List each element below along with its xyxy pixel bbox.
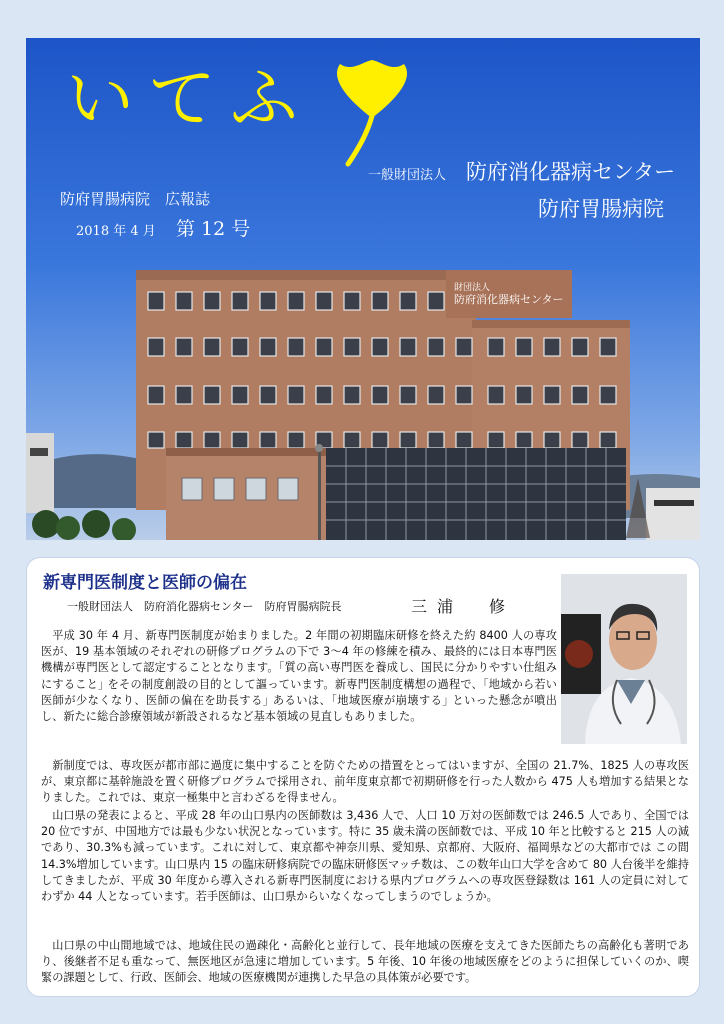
article-panel <box>26 557 700 997</box>
ginkgo-leaf-icon <box>326 58 418 168</box>
author-portrait-photo <box>561 574 687 744</box>
cover-panel <box>26 38 700 540</box>
article-paragraph-3: 山口県の発表によると、平成 28 年の山口県内の医師数は 3,436 人で、人口 10 万対の医師数では 246.5 人であり、全国では 20 位ですが、中国地方では最も少ない状況となっています。特に 35 歳未満の医師数では、平成 10 年と比較すると 215 人の減であり、30.3%も減っています。これに対して、東京都や神奈川県、愛知県、京都府、大阪府、福岡県などの大都市では この間 14.3%増加しています。山口県内 15 の臨床研修病院での臨床研修医マッチ数は、この数年山口大学を含めて 80 人台後半を維持してきましたが、平成 30 年度から導入される新専門医制度における県内プログラムへの専攻医登録数は 161 人の定員に対してわずか 44 人となっています。若手医師は、山口県からいなくなってしまうのでしょうか。 <box>41 809 689 904</box>
publication-name: 防府胃腸病院 広報誌 <box>60 190 211 208</box>
article-paragraph-4: 山口県の中山間地域では、地域住民の過疎化・高齢化と並行して、長年地域の医療を支えてきた医師たちの高齢化も著明であり、後継者不足も重なって、無医地区が急速に増加しています。5 年後、10 年後の地域医療をどのように担保していくのか、喫緊の課題として、行政、医師会、地域の医療機関が連携した早急の具体策が必要です。 <box>41 939 689 985</box>
hospital-name: 防府胃腸病院 <box>538 197 664 221</box>
org-prefix: 一般財団法人 <box>368 168 447 183</box>
building-sign <box>454 282 564 306</box>
building-sign-line1: 財団法人 <box>454 283 491 293</box>
building-sign-line2: 防府消化器病センター <box>454 293 564 306</box>
article-headline: 新専門医制度と医師の偏在 <box>43 573 247 593</box>
article-author: 三浦 修 <box>411 597 516 616</box>
issue-number: 第 12 号 <box>176 218 251 240</box>
article-byline: 一般財団法人 防府消化器病センター 防府胃腸病院長 <box>67 600 342 613</box>
article-paragraph-2: 新制度では、専攻医が都市部に過度に集中することを防ぐための措置をとってはいますが、全国の 21.7%、1825 人の専攻医が、東京都に基幹施設を置く研修プログラムで採用され、前年度東京都で初期研修を行った人数から 475 人も増加する結果となりました。これでは、東京一極集中と言わざるを得ません。 <box>41 759 689 805</box>
issue-date: 2018 年 4 月 <box>76 224 156 239</box>
masthead-title: いてふ <box>66 60 313 139</box>
org-name: 防府消化器病センター <box>466 160 676 184</box>
article-paragraph-1: 平成 30 年 4 月、新専門医制度が始まりました。2 年間の初期臨床研修を終えた約 8400 人の専攻医が、19 基本領域のそれぞれの研修プログラムの下で 3～4 年の修練を積み、最終的には日本専門医機構が専門医として認定することとなります。｢質の高い専門医を養成し、国民に分かりやすい仕組みにすること｣ をその制度創設の目的として謳っています。新専門医制度構想の過程で、｢地域から若い医師が少なくなり、医師の偏在を助長する｣ あるいは、｢地域医療が崩壊する｣ といった懸念が噴出し、新たに総合診療領域が新設されるなど基本領域の見直しもありました。 <box>41 629 557 724</box>
